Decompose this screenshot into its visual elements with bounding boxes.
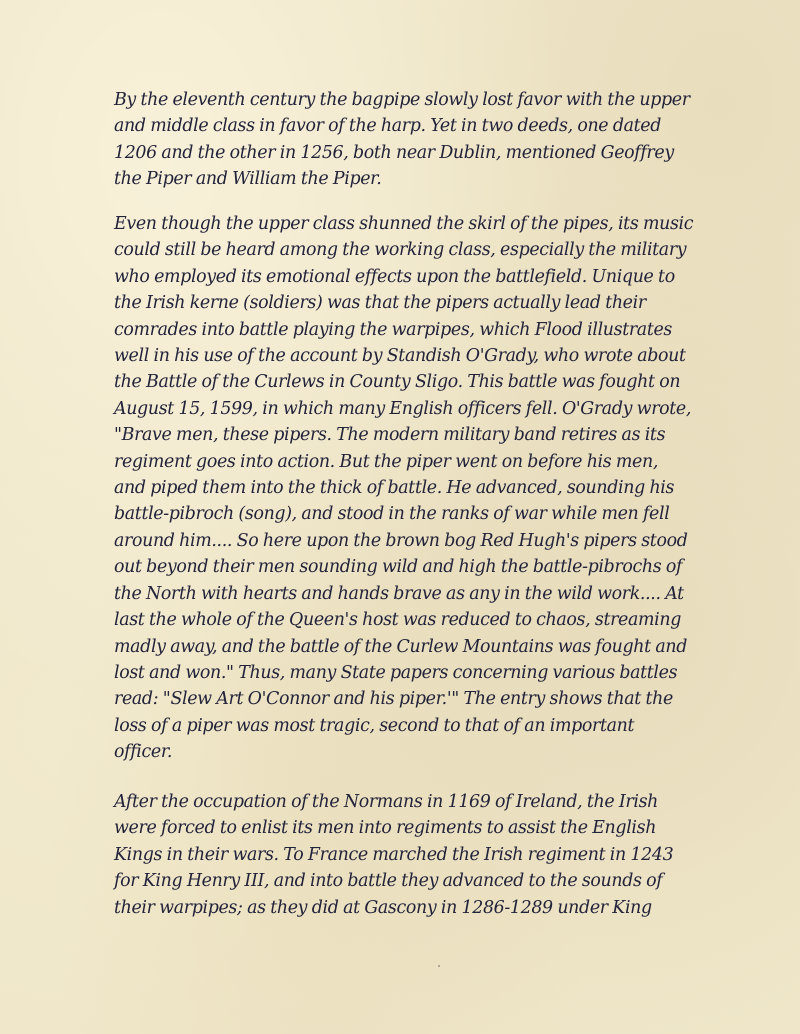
paragraph-1: By the eleventh century the bagpipe slowly lost favor with the upper and middle class in favor of the harp. Yet in two deeds, one dated 1206 and the other in 1256, both near Dublin, mentioned Geoffrey the Piper and William the Piper. bbox=[114, 90, 690, 190]
paper-speck bbox=[438, 965, 440, 967]
paragraph-2: Even though the upper class shunned the skirl of the pipes, its music could still be heard among the working class, especially the military who employed its emotional effects upon the battlefield. Unique to the Irish kerne (soldiers) was that the pipers actually lead their comrades into battle playing the warpipes, which Flood illustrates well in his use of the account by Standish O'Grady, who wrote about the Battle of the Curlews in County Sligo. This battle was fought on August 15, 1599, in which many English officers fell. O'Grady wrote, "Brave men, these pipers. The modern military band retires as its regiment goes into action. But the piper went on before his men, and piped them into the thick of battle. He advanced, sounding his battle-pibroch (song), and stood in the ranks of war while men fell around him.... So here upon the brown bog Red Hugh's pipers stood out beyond their men sounding wild and high the battle-pibrochs of the North with hearts and hands brave as any in the wild work.... At last the whole of the Queen's host was reduced to chaos, streaming madly away, and the battle of the Curlew Mountains was fought and lost and won." Thus, many State papers concerning various battles read: "Slew Art O'Connor and his piper.'" The entry shows that the loss of a piper was most tragic, second to that of an important officer. bbox=[114, 214, 694, 763]
paragraph-3: After the occupation of the Normans in 1169 of Ireland, the Irish were forced to enlist its men into regiments to assist the English Kings in their wars. To France marched the Irish regiment in 1243 for King Henry III, and into battle they advanced to the sounds of their warpipes; as they did at Gascony in 1286-1289 under King bbox=[114, 792, 674, 918]
